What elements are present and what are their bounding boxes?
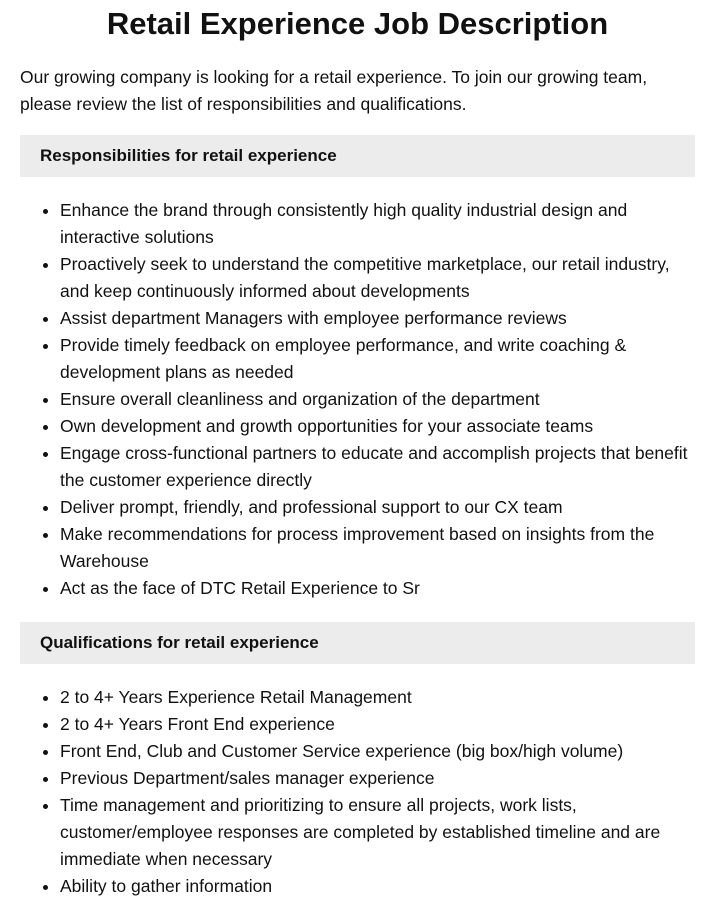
list-item: • Provide timely feedback on employee performance, and write coaching & development plans as needed (60, 332, 695, 386)
qualifications-list (20, 684, 695, 900)
list-item: • Deliver prompt, friendly, and professional support to our CX team (60, 494, 695, 521)
list-item: • 2 to 4+ Years Experience Retail Management (60, 684, 695, 711)
list-item: • Time management and prioritizing to ensure all projects, work lists, customer/employee responses are completed by established timeline and are immediate when necessary (60, 792, 695, 873)
list-item: • Previous Department/sales manager experience (60, 765, 695, 792)
page-title: Retail Experience Job Description (106, 6, 609, 41)
list-item: • Make recommendations for process improvement based on insights from the Warehouse (60, 521, 695, 575)
list-item: • Assist department Managers with employee performance reviews (60, 305, 695, 332)
list-item: • Enhance the brand through consistently high quality industrial design and interactive solutions (60, 197, 695, 251)
responsibilities-heading: Responsibilities for retail experience (20, 135, 695, 177)
list-item: • Proactively seek to understand the competitive marketplace, our retail industry, and keep continuously informed about developments (60, 251, 695, 305)
list-item: • Front End, Club and Customer Service experience (big box/high volume) (60, 738, 695, 765)
list-item: • Act as the face of DTC Retail Experience to Sr (60, 575, 695, 602)
intro-text: Our growing company is looking for a retail experience. To join our growing team, please review the list of responsibilities and qualifications. (20, 67, 648, 114)
list-item: • 2 to 4+ Years Front End experience (60, 711, 695, 738)
qualifications-heading: Qualifications for retail experience (20, 622, 695, 664)
list-item: • Ability to gather information (60, 873, 695, 900)
list-item: • Engage cross-functional partners to educate and accomplish projects that benefit the customer experience directly (60, 440, 695, 494)
responsibilities-list (20, 197, 695, 602)
list-item: • Ensure overall cleanliness and organization of the department (60, 386, 695, 413)
list-item: • Own development and growth opportunities for your associate teams (60, 413, 695, 440)
